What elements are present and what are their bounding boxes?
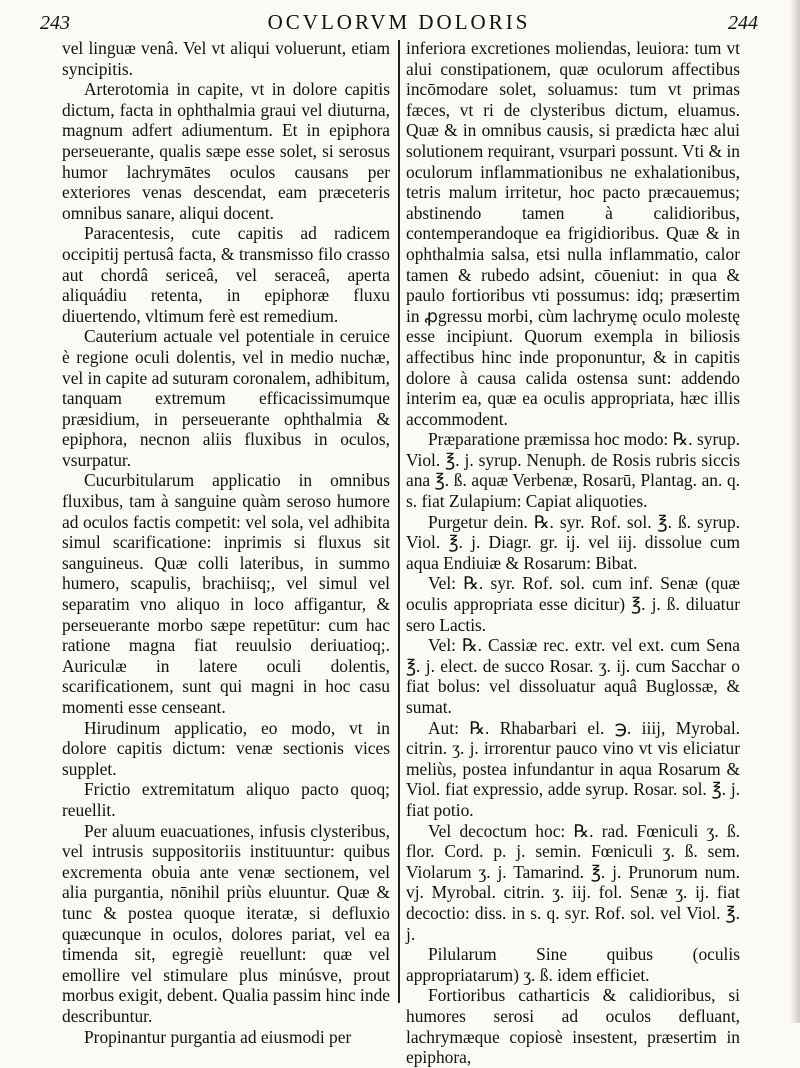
paragraph: Fortioribus catharticis & calidioribus, si humores serosi ad oculos defluant, lachrymæque copiosè insestent, præsertim in epiphora, <box>406 985 740 1068</box>
left-page-number: 243 <box>40 12 70 34</box>
paragraph: Præparatione præmissa hoc modo: ℞. syrup. Viol. ℥. j. syrup. Nenuph. de Rosis rubris siccis ana ℥. ß. aquæ Verbenæ, Rosarū, Plantag. an. q. s. fiat Zulapium: Capiat aliquoties. <box>406 429 740 512</box>
paragraph: vel linguæ venâ. Vel vt aliqui voluerunt, etiam syncipitis. <box>62 38 390 79</box>
text-columns <box>62 38 778 1068</box>
paragraph: Paracentesis, cute capitis ad radicem occipitij pertusâ facta, & transmisso filo crasso aut chordâ sericeâ, vel seraceâ, aperta aliquádiu retenta, in epiphoræ fluxu diuertendo, vltimum ferè est remedium. <box>62 223 390 326</box>
page-edge-shadow <box>790 0 800 1023</box>
paragraph: inferiora excretiones moliendas, leuiora: tum vt alui constipationem, quæ oculorum affectibus incōmodare solet, soluamus: tum vt primas fæces, vt ri de clysteribus dictum, eluamus. Quæ & in omnibus causis, si prædicta hæc alui solutionem requirant, vsurpari possunt. Vti & in oculorum inflammationibus ne exhalationibus, tetris malum irritetur, hoc pacto præcauemus; abstinendo tamen à calidioribus, contemperandoque ea frigidioribus. Quæ & in ophthalmia salsa, etsi nulla inflammatio, calor tamen & rubedo adsint, cōueniut: in qua & paulo fortioribus vti possumus: idq; præsertim in ꝓgressu morbi, cùm lachrymę oculo molestę esse incipiunt. Quorum exempla in biliosis affectibus hinc inde proponuntur, & in capitis dolore à causa calida ostensa sunt: addendo interim ea, quæ ea oculis appropriata, hæc illis accommodent. <box>406 38 740 429</box>
paragraph: Pilularum Sine quibus (oculis appropriatarum) ʒ. ß. idem efficiet. <box>406 944 740 985</box>
paragraph: Purgetur dein. ℞. syr. Rof. sol. ℥. ß. syrup. Viol. ℥. j. Diagr. gr. ij. vel iij. dissolue cum aqua Endiuiæ & Rosarum: Bibat. <box>406 511 740 573</box>
paragraph: Aut: ℞. Rhabarbari el. ℈. iiij, Myrobal. citrin. ʒ. j. irrorentur pauco vino vt vis eliciatur meliùs, postea infundantur in aqua Rosarum & Viol. fiat expressio, adde syrup. Rosar. sol. ℥. j. fiat potio. <box>406 717 740 820</box>
paragraph: Per aluum euacuationes, infusis clysteribus, vel intrusis suppositoriis instituuntur: quibus excrementa obuia ante venæ sectionem, vel alia purgantia, nōnihil priùs eluuntur. Quæ & tunc & postea quoque iteratæ, si defluxio quæcunque in oculos, dolores pariat, vel ea timenda sit, egregiè reuellunt: quæ vel emollire vel stimulare plus minúsve, prout morbus exigit, debent. Qualia passim hinc inde describuntur. <box>62 820 390 1026</box>
paragraph: Arterotomia in capite, vt in dolore capitis dictum, facta in ophthalmia graui vel diuturna, magnum adfert adiumentum. Et in epiphora perseuerante, qualis sæpe esse solet, si serosus humor lachrymātes oculos causans per exteriores venas descendat, eam præceteris omnibus sanare, aliqui docent. <box>62 79 390 223</box>
paragraph: Cauterium actuale vel potentiale in ceruice è regione oculi dolentis, vel in medio nuchæ, vel in capite ad suturam coronalem, adhibitum, tanquam extremum efficacissimumque præsidium, in perseuerante ophthalmia & epiphora, necnon aliis fluxibus in oculos, vsurpatur. <box>62 326 390 470</box>
paragraph: Hirudinum applicatio, eo modo, vt in dolore capitis dictum: venæ sectionis vices supplet. <box>62 717 390 779</box>
left-column <box>62 38 398 1047</box>
paragraph: Vel decoctum hoc: ℞. rad. Fœniculi ʒ. ß. flor. Cord. p. j. semin. Fœniculi ʒ. ß. sem. Violarum ʒ. j. Tamarind. ℥. j. Prunorum num. vj. Myrobal. citrin. ʒ. iij. fol. Senæ ʒ. ij. fiat decoctio: diss. in s. q. syr. Rof. sol. vel Viol. ℥. j. <box>406 820 740 944</box>
running-header <box>40 10 758 40</box>
paragraph: Vel: ℞. Cassiæ rec. extr. vel ext. cum Sena ℥. j. elect. de succo Rosar. ʒ. ij. cum Sacchar o fiat bolus: vel dissoluatur aquâ Buglossæ, & sumat. <box>406 635 740 717</box>
paragraph: Vel: ℞. syr. Rof. sol. cum inf. Senæ (quæ oculis appropriata esse dicitur) ℥. j. ß. diluatur sero Lactis. <box>406 573 740 635</box>
running-title: OCVLORVM DOLORIS <box>267 10 531 34</box>
paragraph: Frictio extremitatum aliquo pacto quoq; reuellit. <box>62 779 390 820</box>
paragraph: Cucurbitularum applicatio in omnibus fluxibus, tam à sanguine quàm seroso humore ad oculos factis competit: vel sola, vel adhibita simul scarificatione: inprimis si fluxus sit sanguineus. Quæ colli lateribus, in summo humero, scapulis, brachiisq;, vel simul vel separatim vno aliquo in loco affigantur, & perseuerante morbo sæpe repetūtur: cum hac ratione magna fiat reuulsio deriuatioq;. Auriculæ in latere oculi dolentis, scarificationem, sunt qui magni in hoc casu momenti esse censeant. <box>62 470 390 717</box>
right-page-number: 244 <box>728 12 758 34</box>
paragraph: Propinantur purgantia ad eiusmodi per <box>84 1026 352 1047</box>
right-column <box>400 38 740 1068</box>
